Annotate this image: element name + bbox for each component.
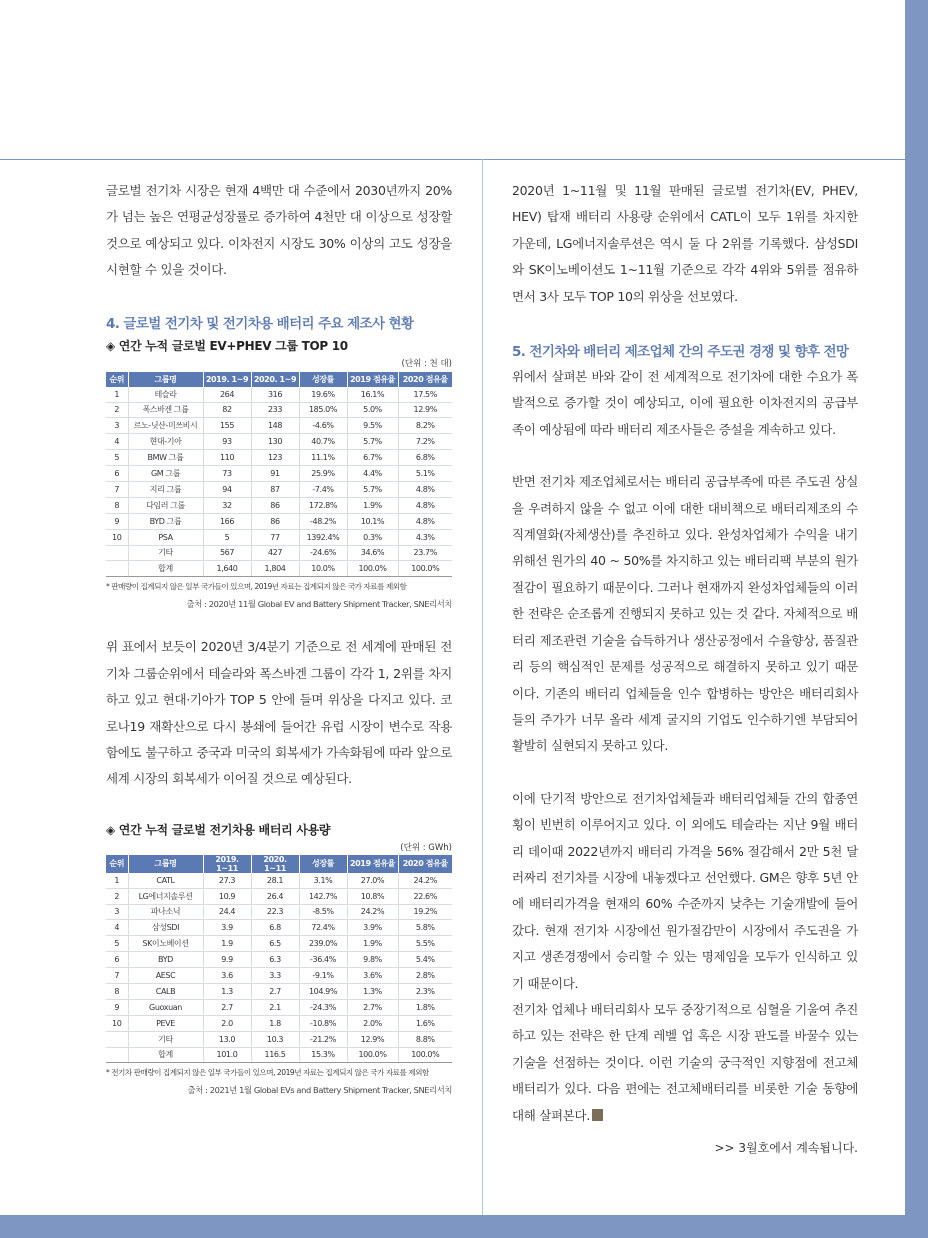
table2-cell: 26.4: [251, 888, 299, 904]
table1-cell: 르노-닛산-미쓰비시: [128, 418, 203, 434]
table2-cell: 13.0: [203, 1031, 251, 1047]
table1-cell: 5.1%: [398, 466, 452, 482]
table1-cell: 1.9%: [347, 497, 398, 513]
table2-cell: 2: [106, 888, 128, 904]
table2-cell: -24.3%: [299, 999, 347, 1015]
table2-row: [106, 1047, 452, 1063]
table1-cell: 1: [106, 387, 128, 402]
table2-cell: 22.6%: [398, 888, 452, 904]
table2-cell: 2.7: [251, 983, 299, 999]
table1-cell: 현대-기아: [128, 434, 203, 450]
table2-cell: LG에너지솔루션: [128, 888, 203, 904]
table1-cell: 4.8%: [398, 481, 452, 497]
table2-cell: 6.3: [251, 952, 299, 968]
table1-source: 출처 : 2020년 11월 Global EV and Battery Shipment Tracker, SNE리서치: [186, 599, 452, 610]
table2-cell: 3.3: [251, 968, 299, 984]
continued-note: >> 3월호에서 계속됩니다.: [714, 1141, 858, 1155]
table1-cell: -7.4%: [299, 481, 347, 497]
table1-cell: 17.5%: [398, 387, 452, 402]
table2-cell: 삼성SDI: [128, 920, 203, 936]
table1-header-cell: 순위: [106, 372, 128, 387]
table1-cell: -48.2%: [299, 513, 347, 529]
table1-cell: 148: [251, 418, 299, 434]
table2-header-cell: 2020. 1~11: [251, 855, 299, 873]
table2-cell: 22.3: [251, 904, 299, 920]
table1-cell: 86: [251, 513, 299, 529]
table1-cell: 19.6%: [299, 387, 347, 402]
table2-cell: 3.9: [203, 920, 251, 936]
table2-cell: -9.1%: [299, 968, 347, 984]
table2-cell: -10.8%: [299, 1015, 347, 1031]
table1-cell: 5: [203, 529, 251, 545]
table1-title: ◈ 연간 누적 글로벌 EV+PHEV 그룹 TOP 10: [106, 338, 348, 353]
table1-note: * 판매량이 집계되지 않은 일부 국가들이 있으며, 2019년 자료는 집계되지 않은 국가 자료를 제외함: [106, 582, 407, 592]
table1-cell: 316: [251, 387, 299, 402]
table2-header-cell: 2019. 1~11: [203, 855, 251, 873]
table1-cell: 567: [203, 545, 251, 561]
table2-cell: -36.4%: [299, 952, 347, 968]
section-5-title: 5. 전기차와 배터리 제조업체 간의 주도권 경쟁 및 향후 전망: [512, 344, 849, 361]
table1-cell: 6.8%: [398, 450, 452, 466]
table2-cell: 기타: [128, 1031, 203, 1047]
table2-row: [106, 1031, 452, 1047]
section-4-title: 4. 글로벌 전기차 및 전기차용 배터리 주요 제조사 현황: [106, 315, 414, 332]
table1-cell: 91: [251, 466, 299, 482]
table1-cell: 폭스바겐 그룹: [128, 402, 203, 418]
right-paragraph-5: [512, 997, 858, 1129]
table1-cell: 5.0%: [347, 402, 398, 418]
table1-cell: 86: [251, 497, 299, 513]
left-column: [106, 178, 452, 1096]
table2-cell: 3.1%: [299, 873, 347, 888]
table2-cell: 8.8%: [398, 1031, 452, 1047]
table2-cell: 1.3: [203, 983, 251, 999]
table1-cell: 9.5%: [347, 418, 398, 434]
table1-cell: 264: [203, 387, 251, 402]
table2-cell: 2.3%: [398, 983, 452, 999]
table2-cell: 9.9: [203, 952, 251, 968]
table1-cell: 2: [106, 402, 128, 418]
table2-cell: 104.9%: [299, 983, 347, 999]
table1-cell: 10.0%: [299, 561, 347, 577]
table1-row: [106, 545, 452, 561]
table1-cell: 3: [106, 418, 128, 434]
table1-cell: 87: [251, 481, 299, 497]
table1-cell: 16.1%: [347, 387, 398, 402]
table2-cell: 24.2%: [398, 873, 452, 888]
table2-cell: Guoxuan: [128, 999, 203, 1015]
table2-cell: 1.3%: [347, 983, 398, 999]
table1-cell: 다임러 그룹: [128, 497, 203, 513]
table2-header-cell: 그룹명: [128, 855, 203, 873]
table2-cell: 116.5: [251, 1047, 299, 1063]
left-paragraph-2: 위 표에서 보듯이 2020년 3/4분기 기준으로 전 세계에 판매된 전기차 그룹순위에서 테슬라와 폭스바겐 그룹이 각각 1, 2위를 차지하고 있고 현대·기아가 TOP 5 안에 들며 위상을 다지고 있다. 코로나19 재확산으로 다시 봉쇄에 들어간 유럽 시장이 변수로 작용함에도 불구하고 중국과 미국의 회복세가 가속화됨에 따라 앞으로 세계 시장의 회복세가 이어질 것으로 예상된다.: [106, 639, 452, 787]
table2-cell: 2.1: [251, 999, 299, 1015]
table2-cell: 10.9: [203, 888, 251, 904]
table1-cell: 82: [203, 402, 251, 418]
table2-cell: 4: [106, 920, 128, 936]
table2-cell: BYD: [128, 952, 203, 968]
table1-cell: 10: [106, 529, 128, 545]
table1-cell: 123: [251, 450, 299, 466]
table2-cell: 6: [106, 952, 128, 968]
table2-cell: SK이노베이션: [128, 936, 203, 952]
table2-cell: 100.0%: [347, 1047, 398, 1063]
right-paragraph-2: 위에서 살펴본 바와 같이 전 세계적으로 전기차에 대한 수요가 폭발적으로 증가할 것이 예상되고, 이에 필요한 이차전지의 공급부족이 예상됨에 따라 배터리 제조사들은 증설을 계속하고 있다.: [512, 369, 858, 437]
table2-row: [106, 968, 452, 984]
table2-note: * 전기차 판매량이 집계되지 않은 일부 국가들이 있으며, 2019년 자료는 집계되지 않은 국가 자료를 제외함: [106, 1068, 429, 1078]
ev-group-table: [106, 372, 452, 578]
table1-cell: 185.0%: [299, 402, 347, 418]
table1-cell: 94: [203, 481, 251, 497]
table2-cell: 2.0: [203, 1015, 251, 1031]
table2-cell: 1.8: [251, 1015, 299, 1031]
table1-cell: [106, 545, 128, 561]
table2-header-cell: 2019 점유율: [347, 855, 398, 873]
table1-row: [106, 434, 452, 450]
table1-row: [106, 513, 452, 529]
table1-header-cell: 2020 점유율: [398, 372, 452, 387]
table1-cell: 4.4%: [347, 466, 398, 482]
table2-row: [106, 888, 452, 904]
table2-title: ◈ 연간 누적 글로벌 전기차용 배터리 사용량: [106, 822, 331, 837]
table1-cell: 테슬라: [128, 387, 203, 402]
end-mark-icon: [592, 1109, 603, 1121]
table1-cell: PSA: [128, 529, 203, 545]
table1-header-cell: 2020. 1~9: [251, 372, 299, 387]
table1-cell: 233: [251, 402, 299, 418]
table2-cell: 2.7%: [347, 999, 398, 1015]
table2-row: [106, 904, 452, 920]
table2-cell: 12.9%: [347, 1031, 398, 1047]
table1-row: [106, 418, 452, 434]
table1-cell: 4.8%: [398, 513, 452, 529]
table1-cell: 4: [106, 434, 128, 450]
table1-cell: 100.0%: [347, 561, 398, 577]
table1-header-cell: 성장률: [299, 372, 347, 387]
table2-row: [106, 873, 452, 888]
table1-cell: 합계: [128, 561, 203, 577]
table2-row: [106, 1015, 452, 1031]
table2-cell: 합계: [128, 1047, 203, 1063]
table2-cell: 1.9: [203, 936, 251, 952]
table2-cell: 10.3: [251, 1031, 299, 1047]
table2-cell: CATL: [128, 873, 203, 888]
table1-cell: 110: [203, 450, 251, 466]
table1-cell: 166: [203, 513, 251, 529]
table1-row: [106, 561, 452, 577]
table2-cell: 5.8%: [398, 920, 452, 936]
table2-cell: -21.2%: [299, 1031, 347, 1047]
table1-header-cell: 2019. 1~9: [203, 372, 251, 387]
table2-cell: 2.7: [203, 999, 251, 1015]
left-paragraph-1: 글로벌 전기차 시장은 현재 4백만 대 수준에서 2030년까지 20%가 넘는 높은 연평균성장률로 증가하여 4천만 대 이상으로 성장할 것으로 예상되고 있다. 이차전지 시장도 30% 이상의 고도 성장을 시현할 수 있을 것이다.: [106, 183, 452, 278]
table2-cell: 15.3%: [299, 1047, 347, 1063]
table2-cell: AESC: [128, 968, 203, 984]
table2-cell: 1: [106, 873, 128, 888]
table1-cell: 23.7%: [398, 545, 452, 561]
table2-cell: 2.8%: [398, 968, 452, 984]
table1-row: [106, 450, 452, 466]
table1-header-cell: 2019 점유율: [347, 372, 398, 387]
table1-row: [106, 529, 452, 545]
battery-usage-table: [106, 855, 452, 1064]
table1-cell: 172.8%: [299, 497, 347, 513]
table1-cell: 5.7%: [347, 434, 398, 450]
right-paragraph-1: 2020년 1~11월 및 11월 판매된 글로벌 전기차(EV, PHEV, HEV) 탑재 배터리 사용량 순위에서 CATL이 모두 1위를 차지한 가운데, LG에너지솔루션은 역시 둘 다 2위를 기록했다. 삼성SDI와 SK이노베이션도 1~11월 기준으로 각각 4위와 5위를 점유하면서 3사 모두 TOP 10의 위상을 선보였다.: [512, 183, 858, 304]
table2-cell: 1.6%: [398, 1015, 452, 1031]
table1-cell: 8: [106, 497, 128, 513]
table1-cell: 1392.4%: [299, 529, 347, 545]
table2-cell: [106, 1031, 128, 1047]
table1-row: [106, 497, 452, 513]
table2-cell: 5: [106, 936, 128, 952]
table1-cell: 기타: [128, 545, 203, 561]
right-paragraph-5-text: 전기차 업체나 배터리회사 모두 중장기적으로 심혈을 기울여 추진하고 있는 전략은 한 단계 레벨 업 혹은 시장 판도를 바꿀수 있는 기술을 선점하는 것이다. 이런 기술의 궁극적인 지향점에 전고체배터리가 있다. 다음 편에는 전고체배터리를 비롯한 기술 동향에 대해 살펴본다.: [512, 1001, 858, 1123]
table2-cell: 24.2%: [347, 904, 398, 920]
table1-cell: 4.3%: [398, 529, 452, 545]
table2-cell: 142.7%: [299, 888, 347, 904]
table1-cell: 11.1%: [299, 450, 347, 466]
table2-cell: 3.9%: [347, 920, 398, 936]
right-column: [512, 178, 858, 1156]
table1-cell: 73: [203, 466, 251, 482]
table2-cell: -8.5%: [299, 904, 347, 920]
table2-cell: 10: [106, 1015, 128, 1031]
table1-cell: [106, 561, 128, 577]
table1-cell: 1,640: [203, 561, 251, 577]
table1-cell: 93: [203, 434, 251, 450]
table2-row: [106, 936, 452, 952]
table1-row: [106, 466, 452, 482]
table2-source: 출처 : 2021년 1월 Global EVs and Battery Shipment Tracker, SNE리서치: [187, 1085, 452, 1096]
table1-row: [106, 481, 452, 497]
table2-cell: 28.1: [251, 873, 299, 888]
table2-unit: (단위 : GWh): [400, 842, 452, 853]
table2-cell: 7: [106, 968, 128, 984]
table2-cell: 5.4%: [398, 952, 452, 968]
table2-cell: 1.8%: [398, 999, 452, 1015]
table2-cell: 10.8%: [347, 888, 398, 904]
table2-cell: [106, 1047, 128, 1063]
table1-cell: 25.9%: [299, 466, 347, 482]
table2-cell: 24.4: [203, 904, 251, 920]
table2-cell: 100.0%: [398, 1047, 452, 1063]
table1-cell: 5: [106, 450, 128, 466]
table2-cell: 19.2%: [398, 904, 452, 920]
table1-cell: 6.7%: [347, 450, 398, 466]
table1-cell: 9: [106, 513, 128, 529]
table2-cell: 3: [106, 904, 128, 920]
table2-cell: 1.9%: [347, 936, 398, 952]
table2-cell: 파나소닉: [128, 904, 203, 920]
table1-cell: 지리 그룹: [128, 481, 203, 497]
table1-cell: 6: [106, 466, 128, 482]
table1-header-cell: 그룹명: [128, 372, 203, 387]
table2-row: [106, 983, 452, 999]
table1-cell: 155: [203, 418, 251, 434]
table2-header-cell: 2020 점유율: [398, 855, 452, 873]
table2-cell: 239.0%: [299, 936, 347, 952]
table1-cell: 10.1%: [347, 513, 398, 529]
right-paragraph-3: 반면 전기차 제조업체로서는 배터리 공급부족에 따른 주도권 상실을 우려하지 않을 수 없고 이에 대한 대비책으로 배터리제조의 수직계열화(자체생산)를 추진하고 있다. 완성차업체가 수익을 내기 위해선 원가의 40 ~ 50%를 차지하고 있는 배터리팩 부분의 원가절감이 필요하기 때문이다. 그러나 현재까지 완성차업체들의 이러한 전략은 순조롭게 진행되지 못하고 있는 것 같다. 자체적으로 배터리 제조관련 기술을 습득하거나 생산공정에서 수율향상, 품질관리 등의 핵심적인 문제를 성공적으로 해결하지 못하고 있기 때문이다. 기존의 배터리 업체들을 인수 합병하는 방안은 배터리회사들의 주가가 너무 올라 세계 굴지의 기업도 인수하기엔 부담되어 활발히 실현되지 못하고 있다.: [512, 474, 858, 754]
table2-cell: 27.3: [203, 873, 251, 888]
table1-cell: 40.7%: [299, 434, 347, 450]
column-divider: [482, 159, 483, 1215]
table1-cell: 5.7%: [347, 481, 398, 497]
table1-cell: 8.2%: [398, 418, 452, 434]
table2-cell: CALB: [128, 983, 203, 999]
table2-cell: 3.6%: [347, 968, 398, 984]
table2-header-cell: 순위: [106, 855, 128, 873]
table1-cell: 0.3%: [347, 529, 398, 545]
table1-cell: 7.2%: [398, 434, 452, 450]
top-divider: [0, 159, 905, 160]
table2-cell: 6.5: [251, 936, 299, 952]
table1-cell: 7: [106, 481, 128, 497]
right-paragraph-4: 이에 단기적 방안으로 전기차업체들과 배터리업체들 간의 합종연횡이 빈번히 이루어지고 있다. 이 외에도 테슬라는 지난 9월 배터리 데이때 2022년까지 배터리 가격을 56% 절감해서 2만 5천 달러짜리 전기차를 시장에 내놓겠다고 선언했다. GM은 향후 5년 안에 배터리가격을 현재의 60% 수준까지 낮추는 기술개발에 들어갔다. 현재 전기차 시장에선 원가절감만이 시장에서 주도권을 가지고 생존경쟁에서 승리할 수 있는 명제임을 모두가 인식하고 있기 때문이다.: [512, 790, 858, 991]
table2-row: [106, 999, 452, 1015]
table1-cell: GM 그룹: [128, 466, 203, 482]
table1-cell: 77: [251, 529, 299, 545]
table1-cell: 100.0%: [398, 561, 452, 577]
table2-row: [106, 952, 452, 968]
table1-row: [106, 387, 452, 402]
table2-cell: 3.6: [203, 968, 251, 984]
table2-cell: 8: [106, 983, 128, 999]
table2-cell: 27.0%: [347, 873, 398, 888]
table1-cell: -24.6%: [299, 545, 347, 561]
table1-cell: 4.8%: [398, 497, 452, 513]
table1-cell: 427: [251, 545, 299, 561]
table2-cell: 6.8: [251, 920, 299, 936]
table1-cell: BMW 그룹: [128, 450, 203, 466]
table2-cell: 9.8%: [347, 952, 398, 968]
table2-row: [106, 920, 452, 936]
table1-cell: 32: [203, 497, 251, 513]
table1-cell: BYD 그룹: [128, 513, 203, 529]
table2-cell: PEVE: [128, 1015, 203, 1031]
table1-cell: -4.6%: [299, 418, 347, 434]
table1-row: [106, 402, 452, 418]
table1-cell: 34.6%: [347, 545, 398, 561]
table2-header-cell: 성장률: [299, 855, 347, 873]
table2-cell: 9: [106, 999, 128, 1015]
table2-cell: 101.0: [203, 1047, 251, 1063]
table1-unit: (단위 : 천 대): [401, 358, 452, 369]
table1-cell: 12.9%: [398, 402, 452, 418]
table2-cell: 2.0%: [347, 1015, 398, 1031]
table1-cell: 130: [251, 434, 299, 450]
table2-cell: 5.5%: [398, 936, 452, 952]
table2-cell: 72.4%: [299, 920, 347, 936]
table1-cell: 1,804: [251, 561, 299, 577]
